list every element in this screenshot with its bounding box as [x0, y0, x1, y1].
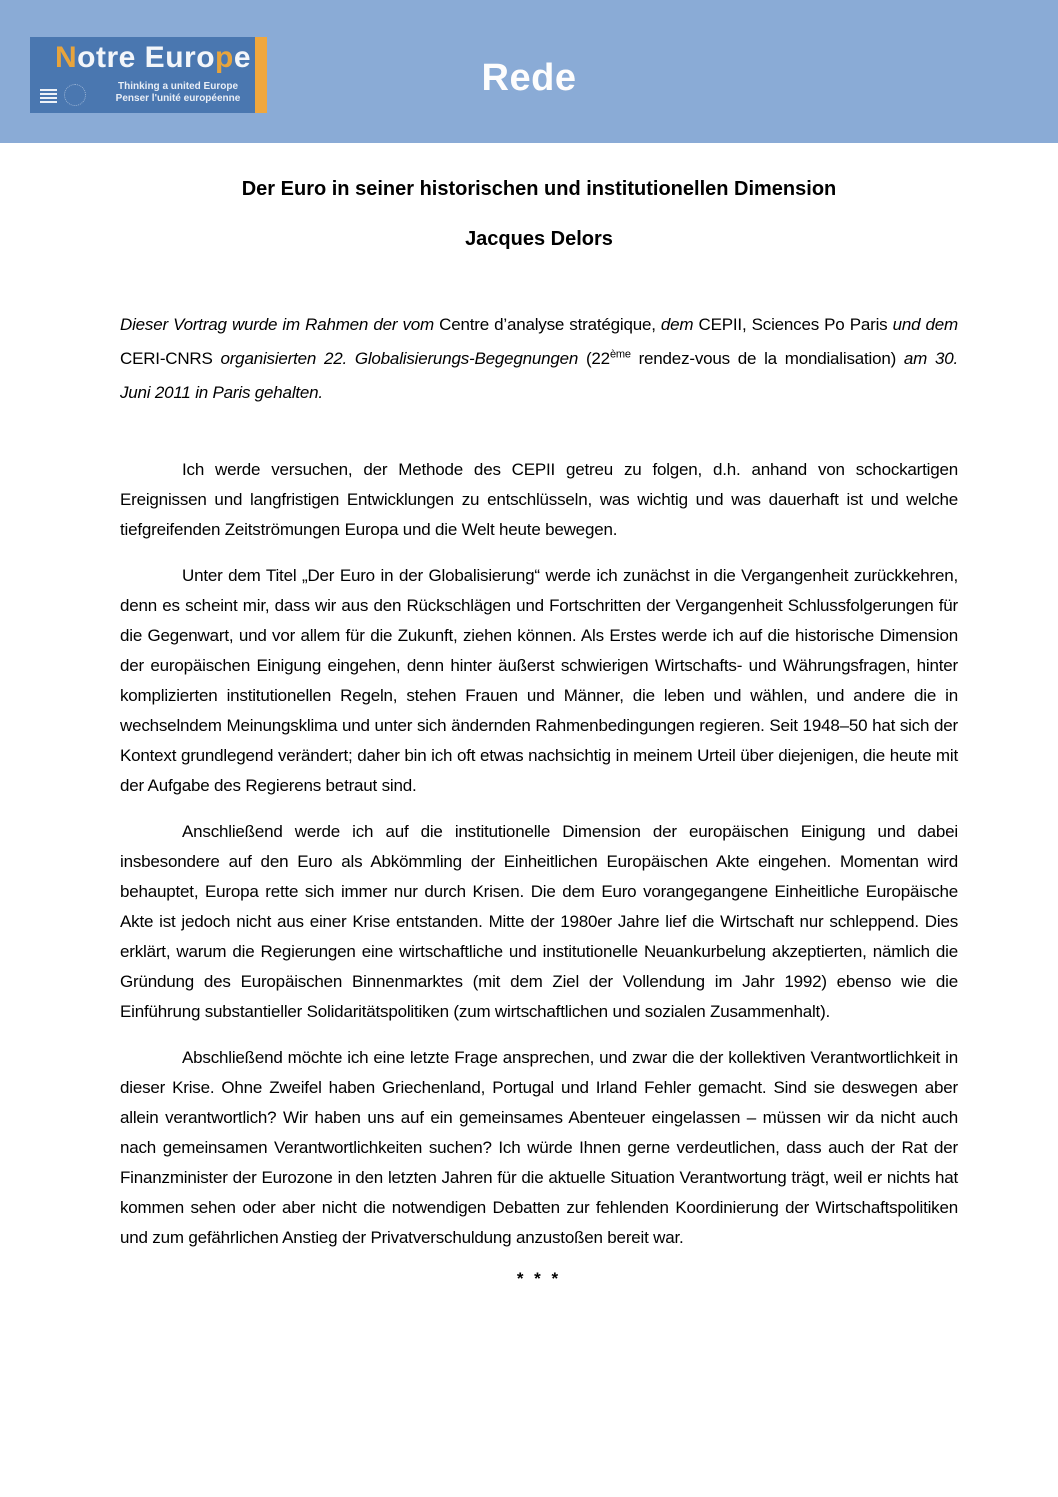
body-paragraph: Anschließend werde ich auf die institutionelle Dimension der europäischen Einigung und dabei insbesondere auf den Euro als Abkömmling der Einheitlichen Europäischen Akte eingehen. Momentan wird behauptet, Europa rette sich immer nur durch Krisen. Die dem Euro vorangegangene Einheitliche Europäische Akte ist jedoch nicht aus einer Krise entstanden. Mitte der 1980er Jahre lief die Wirtschaft nur schleppend. Dies erklärt, warum die Regierungen eine wirtschaftliche und institutionelle Neuankurbelung akzeptierten, nämlich die Gründung des Europäischen Binnenmarktes (mit dem Ziel der Vollendung im Jahr 1992) ebenso wie die Einführung substantieller Solidaritätspolitiken (zum wirtschaftlichen und sozialen Zusammenhalt).	[120, 822, 958, 1021]
intro-text-run: organisierten 22. Globalisierungs-Begegnungen	[220, 349, 586, 368]
body-paragraph: Abschließend möchte ich eine letzte Frage ansprechen, und zwar die der kollektiven Verantwortlichkeit in dieser Krise. Ohne Zweifel haben Griechenland, Portugal und Irland Fehler gemacht. Sind sie deswegen aber allein verantwortlich? Wir haben uns auf ein gemeinsames Abenteuer eingelassen – müssen wir da nicht auch nach gemeinsamen Verantwortlichkeiten suchen? Ich würde Ihnen gerne verdeutlichen, dass auch der Rat der Finanzminister der Eurozone in den letzten Jahren für die aktuelle Situation Verantwortung trägt, weil er nichts hat kommen sehen oder aber nicht die notwendigen Debatten zur fehlenden Koordinierung der Wirtschaftspolitiken und zum gefährlichen Anstieg der Privatverschuldung anzustoßen bereit war.	[120, 1048, 958, 1247]
page-type-title: Rede	[481, 57, 577, 99]
intro-text-run: dem	[660, 315, 699, 334]
intro-text-run: am 30. Juni 2011 in Paris gehalten.	[120, 349, 958, 402]
intro-text-run: CEPII, Sciences Po Paris	[698, 315, 893, 334]
document-title: Der Euro in seiner historischen und institutionellen Dimension	[241, 178, 837, 200]
logo-letters: otre Euro	[77, 41, 216, 74]
intro-text-run: ème	[609, 348, 631, 361]
intro-text-run: rendez-vous de la mondialisation)	[630, 349, 904, 368]
intro-text-run: (22	[585, 349, 610, 368]
body-paragraph: Ich werde versuchen, der Methode des CEPII getreu zu folgen, d.h. anhand von schockartigen Ereignissen und langfristigen Entwicklungen zu entschlüsseln, was wichtig und was dauerhaft ist und welche tiefgreifenden Zeitströmungen Europa und die Welt heute bewegen.	[120, 460, 958, 539]
paragraph-list	[120, 455, 958, 1253]
header-banner	[0, 0, 1058, 143]
section-divider: * * *	[516, 1269, 562, 1288]
logo-letter-accent: N	[55, 41, 78, 74]
intro-text-run: Dieser Vortrag wurde im Rahmen der vom	[120, 315, 440, 334]
logo-letter-accent: p	[215, 41, 234, 74]
intro-text-run: Centre d’analyse stratégique,	[439, 315, 661, 334]
logo-letters: e	[233, 41, 252, 74]
document-author: Jacques Delors	[465, 228, 613, 250]
logo-tagline-fr: Penser l'unité européenne	[115, 93, 241, 104]
document-body	[0, 143, 1058, 1289]
intro-text-run: und dem	[892, 315, 959, 334]
body-paragraph: Unter dem Titel „Der Euro in der Globalisierung“ werde ich zunächst in die Vergangenheit zurückkehren, denn es scheint mir, dass wir aus den Rückschlägen und Fortschritten der Vergangenheit Schlussfolgerungen für die Gegenwart, und vor allem für die Zukunft, ziehen können. Als Erstes werde ich auf die historische Dimension der europäischen Einigung eingehen, denn hinter äußerst schwierigen Wirtschafts- und Währungsfragen, hinter komplizierten institutionellen Regeln, stehen Frauen und Männer, die leben und wählen, und andere die in wechselndem Meinungsklima und unter sich ändernden Rahmenbedingungen regieren. Seit 1948–50 hat sich der Kontext grundlegend verändert; daher bin ich oft etwas nachsichtig in meinem Urteil über diejenigen, die heute mit der Aufgabe des Regierens betraut sind.	[120, 566, 958, 795]
intro-paragraph	[120, 308, 958, 410]
logo-tagline-en: Thinking a united Europe	[118, 81, 238, 92]
intro-text-run: CERI-CNRS	[120, 349, 221, 368]
